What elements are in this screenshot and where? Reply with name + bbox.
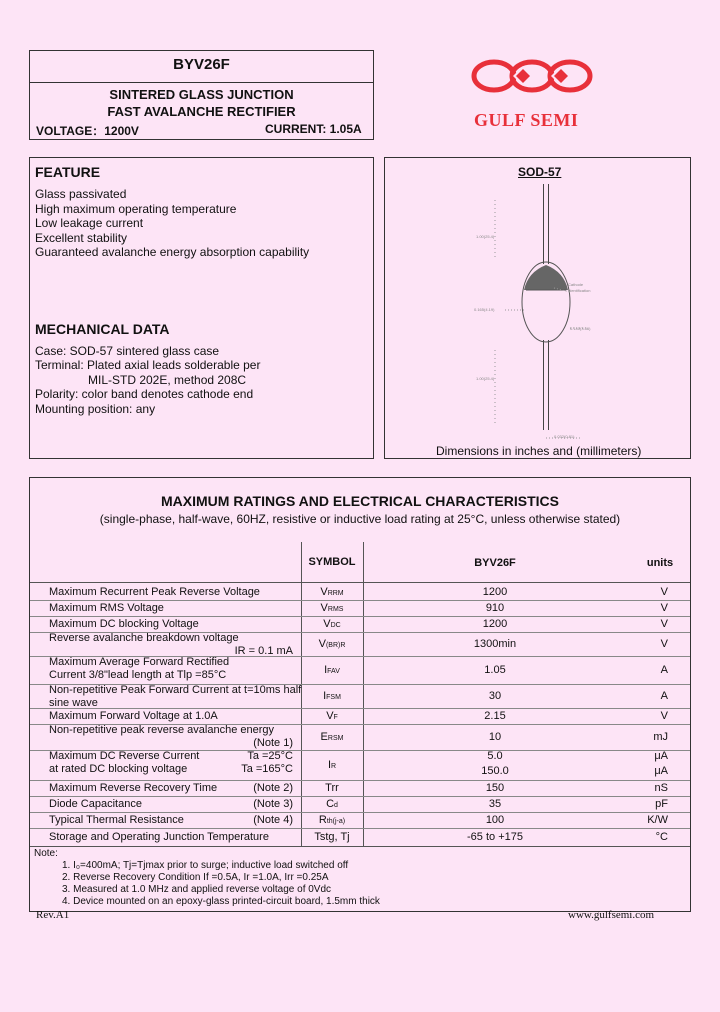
current-label: CURRENT: 1.05A [265,122,362,136]
website-link[interactable]: www.gulfsemi.com [568,909,655,921]
symbol-main: I [324,663,328,676]
symbol-subscript: (BR)R [325,641,346,649]
col-symbol-header: SYMBOL [308,556,356,568]
param-condition: (Note 4) [253,813,293,826]
symbol [301,782,363,795]
value: 150.0 [481,765,509,777]
feature-title: FEATURE [35,164,101,180]
symbol-main: V [318,637,326,650]
param-label: Maximum Reverse Recovery Time [49,781,218,794]
dim-label: 1.00(25.4) [476,376,495,381]
symbol-subscript: RRM [327,589,344,597]
param-label: Maximum RMS Voltage [49,601,164,614]
unit: μA [654,750,668,762]
param-condition: Ta =165°C [241,763,293,775]
value: 30 [488,689,502,702]
param-condition: Ta =25°C [247,750,293,762]
param-label: Maximum Average Forward Rectified [49,656,230,668]
symbol-main: I [323,689,327,702]
value: -65 to +175 [467,830,523,843]
dim-label: Identification [568,288,591,293]
param-condition: (Note 2) [253,781,293,794]
unit: V [660,637,668,650]
symbol [301,690,363,704]
symbol-subscript: d [334,801,338,809]
param-label: Typical Thermal Resistance [49,813,184,826]
feature-item: Excellent stability [35,231,128,245]
value: 100 [485,813,505,826]
symbol-subscript: FSM [326,693,341,701]
value: 150 [485,781,505,794]
table-rule [30,582,690,583]
dim-label: 0.032(0.81) [554,434,575,439]
param-label: Non-repetitive peak reverse avalanche energy [49,724,275,736]
symbol-main: C [326,797,335,810]
unit: A [660,689,668,702]
table-col-line [363,542,364,846]
symbol-main: V [326,709,334,722]
unit: nS [654,781,668,794]
symbol-subscript: DC [330,621,341,629]
dim-label: Cathode [568,282,584,287]
feature-item: High maximum operating temperature [35,202,237,216]
unit: °C [655,830,668,843]
symbol [301,638,363,652]
unit: A [660,663,668,676]
param-label: Maximum Recurrent Peak Reverse Voltage [49,585,260,598]
package-name: SOD-57 [518,165,562,179]
param-label: Maximum Forward Voltage at 1.0A [49,709,218,722]
ratings-title: MAXIMUM RATINGS AND ELECTRICAL CHARACTERISTICS [161,493,559,509]
part-number: BYV26F [173,56,230,73]
unit: V [660,585,668,598]
header-line1: SINTERED GLASS JUNCTION [109,87,294,102]
gulf-semi-logo-icon [468,56,598,112]
unit: V [660,617,668,630]
symbol-main: E [320,730,328,743]
symbol-subscript: RSM [327,734,344,742]
value: 5.0 [487,750,503,762]
symbol [301,586,363,600]
unit: mJ [653,730,668,743]
unit: V [660,709,668,722]
ratings-subtitle: (single-phase, half-wave, 60HZ, resistive or inductive load rating at 25°C, unless otherwise stated) [99,512,621,526]
feature-item: Glass passivated [35,187,127,201]
symbol [301,602,363,616]
param-label: Non-repetitive Peak Forward Current at t=10ms half [49,684,302,696]
symbol-main: Trr [325,781,339,794]
value: 10 [488,730,502,743]
param-condition: (Note 1) [253,737,293,749]
param-condition: (Note 3) [253,797,293,810]
dimensions-caption: Dimensions in inches and (millimeters) [436,444,642,458]
revision: Rev.A1 [36,909,70,921]
unit: μA [654,765,668,777]
table-rule [30,846,690,847]
param-label-2: Current 3/8"lead length at Tlp =85°C [49,669,227,681]
voltage-label: VOLTAGE：1200V [36,124,139,138]
mechanical-item: MIL-STD 202E, method 208C [88,373,247,387]
mechanical-title: MECHANICAL DATA [35,321,170,337]
symbol [301,731,363,745]
feature-item: Guaranteed avalanche energy absorption capability [35,245,310,259]
symbol-main: I [327,758,331,771]
value: 1.05 [484,663,506,676]
param-condition: IR = 0.1 mA [234,645,293,657]
header-line2: FAST AVALANCHE RECTIFIER [107,104,296,119]
unit: K/W [647,813,668,826]
param-label: Storage and Operating Junction Temperature [49,830,269,843]
mechanical-item: Polarity: color band denotes cathode end [35,387,254,401]
note-item: 4. Device mounted on an epoxy-glass printed-circuit board, 1.5mm thick [62,896,380,907]
symbol-main: V [320,585,328,598]
note-item: 1. I₀=400mA; Tj=Tjmax prior to surge; inductive load switched off [62,860,349,871]
symbol-main: Tstg, Tj [314,830,350,843]
dim-label: 0.140(3.56) [570,326,591,331]
symbol [301,759,363,773]
notes-title: Note: [34,848,58,859]
note-item: 2. Reverse Recovery Condition If =0.5A, Ir =1.0A, Irr =0.25A [62,872,329,883]
note-item: 3. Measured at 1.0 MHz and applied reverse voltage of 0Vdc [62,884,332,895]
symbol [301,831,363,844]
symbol-main: R [318,813,327,826]
value: 35 [488,797,502,810]
col-units-header: units [646,557,674,569]
symbol [301,798,363,812]
mechanical-item: Case: SOD-57 sintered glass case [35,344,220,358]
col-part-header: BYV26F [474,557,516,569]
symbol [301,710,363,724]
value: 1300min [473,637,517,650]
param-label-2: at rated DC blocking voltage [49,763,188,775]
symbol-subscript: th(j-a) [326,817,346,825]
dim-label: 0.165(4.19) [474,307,495,312]
company-name: GULF SEMI [474,110,579,130]
table-rule [30,828,690,829]
unit: V [660,601,668,614]
param-label: Reverse avalanche breakdown voltage [49,632,239,644]
param-label: Maximum DC Reverse Current [49,750,200,762]
dim-label: 1.00(25.4) [476,234,495,239]
unit: pF [655,797,668,810]
symbol-main: V [323,617,331,630]
symbol [301,814,363,828]
value: 1200 [482,585,508,598]
symbol [301,664,363,678]
feature-item: Low leakage current [35,216,144,230]
value: 1200 [482,617,508,630]
param-label: Diode Capacitance [49,797,142,810]
symbol-subscript: RMS [327,605,344,613]
mechanical-item: Terminal: Plated axial leads solderable per [35,358,261,372]
value: 2.15 [484,709,506,722]
param-label: Maximum DC blocking Voltage [49,617,199,630]
symbol-subscript: R [331,762,337,770]
value: 910 [485,601,505,614]
symbol [301,618,363,632]
param-label-2: sine wave [49,697,98,709]
mechanical-item: Mounting position: any [35,402,156,416]
symbol-subscript: FAV [327,667,340,675]
symbol-main: V [320,601,328,614]
sod57-package-diagram [470,180,620,442]
symbol-subscript: F [333,713,338,721]
